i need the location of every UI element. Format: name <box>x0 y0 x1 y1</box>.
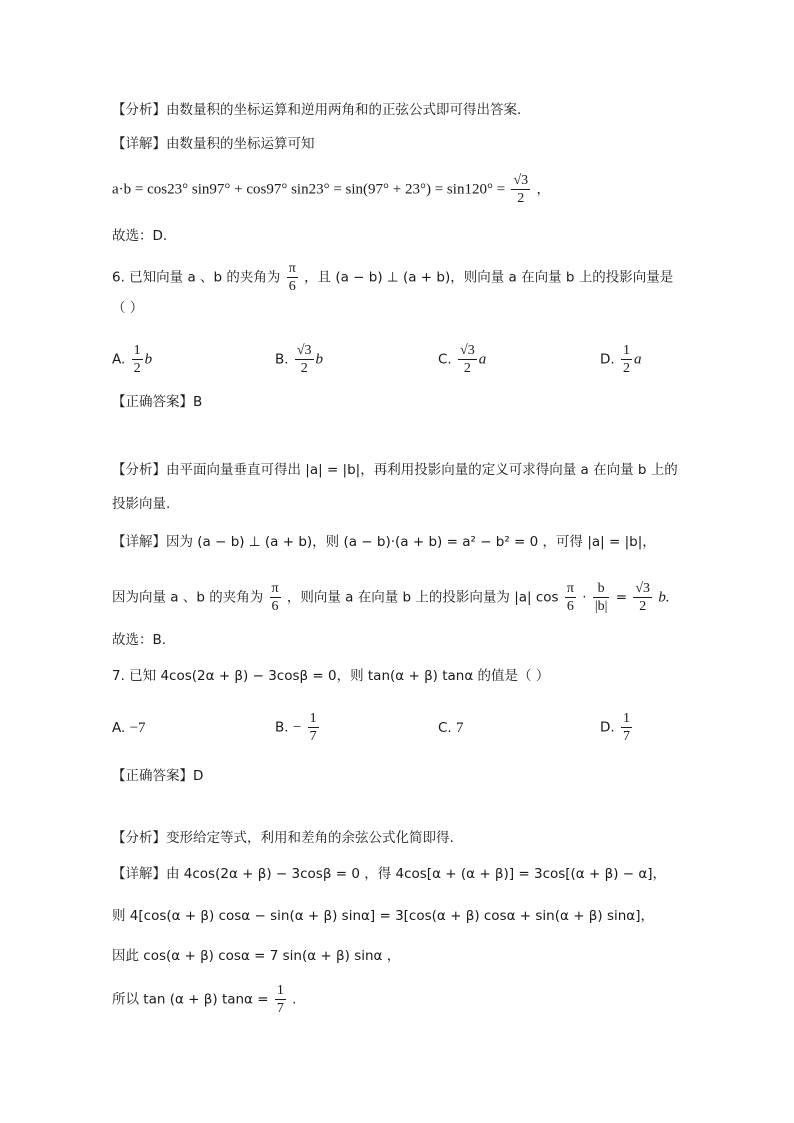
option-fraction <box>621 710 632 745</box>
option-vector: a <box>633 351 642 368</box>
q5-formula <box>112 172 550 207</box>
q7-option-a[interactable] <box>112 718 146 738</box>
fraction-denominator: 2 <box>622 361 630 376</box>
fraction-numerator: √3 <box>296 343 312 358</box>
option-fraction <box>295 342 314 377</box>
fraction-numerator: √3 <box>635 581 651 596</box>
fraction-denominator: 6 <box>288 279 296 294</box>
option-value: 7 <box>456 720 464 736</box>
q7-stem: 7. 已知 4cos(2α + β) − 3cosβ = 0，则 tan(α + β) tanα 的值是（ ） <box>112 668 550 684</box>
q6-detail-line2 <box>112 580 670 615</box>
option-fraction <box>458 342 477 377</box>
q6-detail-line2-c: · <box>582 589 587 606</box>
fraction-denominator: 2 <box>133 361 141 376</box>
q7-option-d[interactable] <box>600 710 634 745</box>
fraction-denominator: 2 <box>517 191 525 206</box>
option-letter: B. <box>275 351 289 368</box>
q6-analysis-line1: 【分析】由平面向量垂直可得出 |a| = |b|，再利用投影向量的定义可求得向量 a 在向量 b 上的 <box>112 462 678 478</box>
q6-detail-line1: 【详解】因为 (a − b) ⊥ (a + b)，则 (a − b)·(a + b) = a² − b² = 0 ，可得 |a| = |b|， <box>112 534 656 550</box>
q7-option-c[interactable] <box>438 718 464 738</box>
q7-answer: 【正确答案】D <box>112 768 204 784</box>
q6-choose: 故选：B. <box>112 632 167 648</box>
fraction-numerator: 1 <box>309 711 317 726</box>
option-value: −7 <box>129 720 146 736</box>
q6-stem-fraction <box>287 260 298 295</box>
fraction-denominator: 7 <box>309 729 317 744</box>
fraction-numerator: 1 <box>276 983 284 998</box>
q6-stem <box>112 260 673 295</box>
fraction-numerator: b <box>593 580 610 598</box>
q7-option-b[interactable] <box>275 710 321 745</box>
q6-result-fraction <box>633 580 652 615</box>
option-vector: b <box>315 351 324 368</box>
fraction-denominator: 7 <box>622 729 630 744</box>
q6-detail-line2-d: = <box>615 589 628 606</box>
q5-formula-text: a·b = cos23° sin97° + cos97° sin23° = sin(97° + 23°) = sin120° = <box>112 181 506 198</box>
q7-detail-line4-a: 所以 tan (α + β) tanα = <box>112 991 269 1008</box>
fraction-denominator: 2 <box>639 599 647 614</box>
option-vector: b <box>144 351 153 368</box>
q6-option-d[interactable] <box>600 342 641 377</box>
q5-analysis: 【分析】由数量积的坐标运算和逆用两角和的正弦公式即可得出答案. <box>112 102 522 118</box>
option-letter: B. <box>275 719 289 736</box>
option-sign: − <box>292 719 302 736</box>
option-letter: C. <box>438 351 452 368</box>
q6-angle-fraction <box>270 580 281 615</box>
fraction-numerator: π <box>566 581 574 596</box>
option-fraction <box>308 710 319 745</box>
fraction-denominator: 6 <box>566 599 574 614</box>
fraction-denominator: |b| <box>594 599 608 614</box>
q5-detail: 【详解】由数量积的坐标运算可知 <box>112 136 315 152</box>
q7-detail-line3: 因此 cos(α + β) cosα = 7 sin(α + β) sinα ， <box>112 948 401 964</box>
q5-formula-tail: ， <box>536 181 550 198</box>
q6-option-c[interactable] <box>438 342 486 377</box>
fraction-denominator: 6 <box>271 599 279 614</box>
q7-result-fraction <box>275 982 286 1017</box>
fraction-numerator: 1 <box>622 711 630 726</box>
q7-analysis: 【分析】变形给定等式，利用和差角的余弦公式化简即得. <box>112 830 454 846</box>
fraction-numerator: π <box>288 261 296 276</box>
q6-option-b[interactable] <box>275 342 323 377</box>
q5-formula-fraction <box>511 172 530 207</box>
q6-detail-line2-b: ，则向量 a 在向量 b 上的投影向量为 |a| cos <box>286 589 559 606</box>
q6-paren: （ ） <box>112 300 144 316</box>
q7-detail-line1: 【详解】由 4cos(2α + β) − 3cosβ = 0 ，得 4cos[α + (α + β)] = 3cos[(α + β) − α]， <box>112 866 667 882</box>
q6-unit-vector-fraction <box>593 580 610 615</box>
option-fraction <box>621 342 632 377</box>
option-vector: a <box>478 351 487 368</box>
q6-analysis-line2: 投影向量. <box>112 496 171 512</box>
q6-stem-a: 6. 已知向量 a 、b 的夹角为 <box>112 269 281 286</box>
q5-choose: 故选：D. <box>112 228 168 244</box>
option-letter: D. <box>600 351 615 368</box>
fraction-numerator: √3 <box>460 343 475 358</box>
q7-detail-line4-b: . <box>292 991 297 1008</box>
option-letter: A. <box>112 351 126 368</box>
fraction-denominator: 7 <box>276 1001 284 1016</box>
q7-detail-line4 <box>112 982 296 1017</box>
fraction-numerator: 1 <box>133 343 141 358</box>
fraction-numerator: π <box>271 581 279 596</box>
q6-cos-fraction <box>565 580 576 615</box>
option-fraction <box>132 342 143 377</box>
fraction-numerator: 1 <box>622 343 630 358</box>
q6-option-a[interactable] <box>112 342 152 377</box>
fraction-denominator: 2 <box>300 361 308 376</box>
q6-stem-b: ，且 (a − b) ⊥ (a + b)，则向量 a 在向量 b 上的投影向量是 <box>304 269 674 286</box>
fraction-numerator: √3 <box>513 173 529 188</box>
q6-detail-line2-e: b. <box>658 589 670 606</box>
fraction-denominator: 2 <box>463 361 471 376</box>
q7-detail-line2: 则 4[cos(α + β) cosα − sin(α + β) sinα] = 3[cos(α + β) cosα + sin(α + β) sinα]， <box>112 908 654 924</box>
option-letter: A. <box>112 720 126 736</box>
q6-detail-line2-a: 因为向量 a 、b 的夹角为 <box>112 589 264 606</box>
q6-answer: 【正确答案】B <box>112 394 203 410</box>
option-letter: D. <box>600 719 615 736</box>
option-letter: C. <box>438 720 452 736</box>
